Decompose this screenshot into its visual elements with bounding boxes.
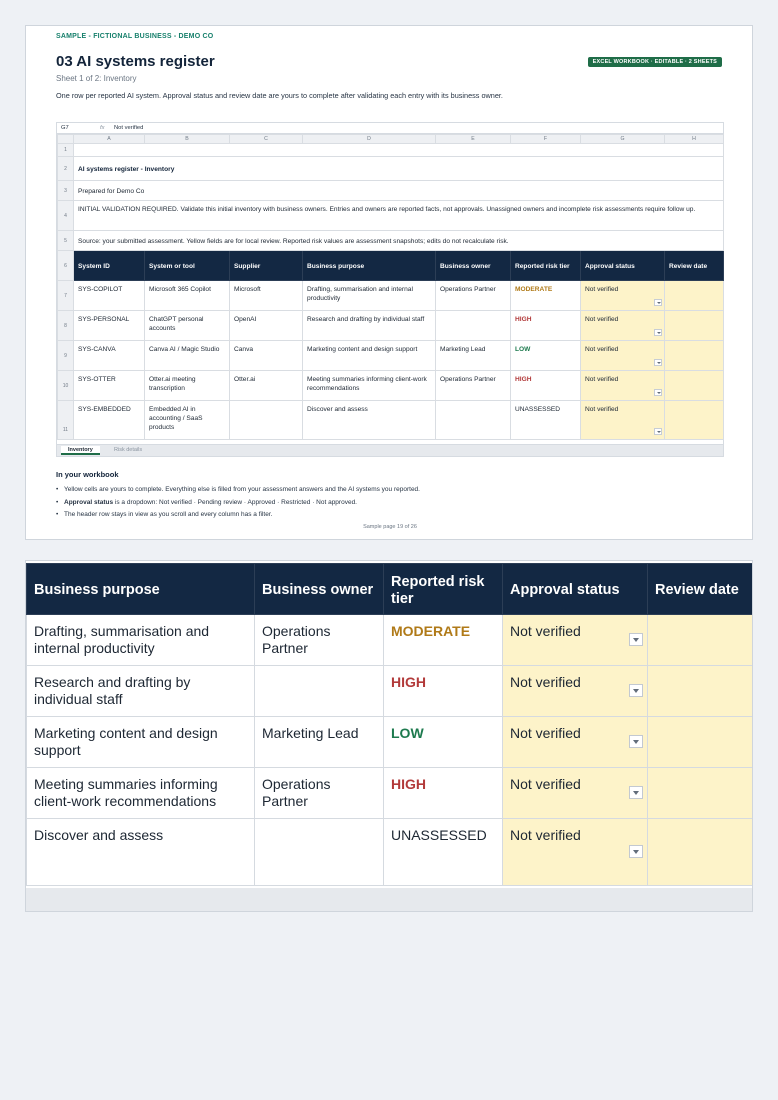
dropdown-arrow-icon[interactable]	[629, 845, 643, 858]
cell-review-date[interactable]	[665, 371, 724, 401]
col-letter-c[interactable]: C	[230, 135, 303, 144]
list-item-text: is a dropdown: Not verified · Pending review · Approved · Restricted · Not approved.	[113, 498, 357, 506]
cell-risk[interactable]: UNASSESSED	[511, 401, 581, 440]
approval-value: Not verified	[510, 623, 581, 639]
zoomed-footer-strip	[26, 888, 752, 912]
cell-purpose[interactable]: Discover and assess	[27, 819, 255, 886]
cell-reference[interactable]: G7	[61, 125, 69, 131]
cell-owner[interactable]	[255, 819, 384, 886]
header-review-date[interactable]: Review date	[665, 251, 724, 281]
empty-row[interactable]	[74, 144, 724, 157]
cell-approval-status[interactable]	[581, 341, 665, 371]
table-header-row	[58, 251, 724, 281]
cell-supplier[interactable]: OpenAI	[230, 311, 303, 341]
table-row	[27, 615, 753, 666]
cell-purpose[interactable]: Research and drafting by individual staff	[303, 311, 436, 341]
col-letter-e[interactable]: E	[436, 135, 511, 144]
cell-purpose[interactable]: Meeting summaries informing client-work recommendations	[303, 371, 436, 401]
header-system-tool[interactable]: System or tool	[145, 251, 230, 281]
cell-risk[interactable]: LOW	[384, 717, 503, 768]
cell-owner[interactable]: Operations Partner	[436, 371, 511, 401]
table-row	[27, 768, 753, 819]
cell-system-id[interactable]: SYS-OTTER	[74, 371, 145, 401]
dropdown-arrow-icon[interactable]	[629, 735, 643, 748]
cell-risk[interactable]: HIGH	[511, 371, 581, 401]
cell-system-id[interactable]: SYS-PERSONAL	[74, 311, 145, 341]
table-row	[58, 371, 724, 401]
header-risk-tier[interactable]: Reported risk tier	[384, 564, 503, 615]
cell-review-date[interactable]	[648, 666, 753, 717]
cell-approval-status[interactable]	[503, 768, 648, 819]
col-letter-h[interactable]: H	[665, 135, 724, 144]
cell-owner[interactable]	[436, 311, 511, 341]
table-row	[27, 717, 753, 768]
cell-approval-status[interactable]	[503, 615, 648, 666]
header-business-owner[interactable]: Business owner	[436, 251, 511, 281]
cell-owner[interactable]: Marketing Lead	[255, 717, 384, 768]
cell-risk[interactable]: LOW	[511, 341, 581, 371]
spreadsheet-preview	[56, 122, 724, 457]
cell-purpose[interactable]: Research and drafting by individual staff	[27, 666, 255, 717]
cell-review-date[interactable]	[648, 768, 753, 819]
cell-purpose[interactable]: Drafting, summarisation and internal productivity	[303, 281, 436, 311]
col-letter-f[interactable]: F	[511, 135, 581, 144]
column-header-row	[58, 135, 724, 144]
row-number: 1	[58, 144, 74, 157]
workbook-notes-heading: In your workbook	[56, 470, 119, 479]
col-letter-d[interactable]: D	[303, 135, 436, 144]
cell-risk[interactable]: MODERATE	[384, 615, 503, 666]
dropdown-arrow-icon[interactable]	[654, 299, 662, 306]
sample-tag: SAMPLE - FICTIONAL BUSINESS - DEMO CO	[56, 33, 214, 40]
table-row	[27, 819, 753, 886]
intro-text: One row per reported AI system. Approval status and review date are yours to complete after validating each entry with its business owner.	[56, 91, 503, 100]
header-system-id[interactable]: System ID	[74, 251, 145, 281]
cell-owner[interactable]: Operations Partner	[255, 768, 384, 819]
cell-review-date[interactable]	[648, 819, 753, 886]
row-number: 9	[58, 341, 74, 371]
cell-approval-status[interactable]	[581, 311, 665, 341]
row-number: 11	[58, 401, 74, 440]
header-review-date[interactable]: Review date	[648, 564, 753, 615]
header-business-owner[interactable]: Business owner	[255, 564, 384, 615]
zoomed-table	[26, 563, 753, 886]
row-number: 6	[58, 251, 74, 281]
cell-supplier[interactable]	[230, 401, 303, 440]
approval-value: Not verified	[585, 406, 619, 413]
cell-risk[interactable]: HIGH	[384, 666, 503, 717]
header-business-purpose[interactable]: Business purpose	[27, 564, 255, 615]
list-item: • Yellow cells are yours to complete. Everything else is filled from your assessment answers and the AI systems you reported.	[56, 484, 420, 497]
prepared-for: Prepared for Demo Co	[74, 181, 724, 201]
page-subtitle: Sheet 1 of 2: Inventory	[56, 74, 137, 83]
cell-review-date[interactable]	[665, 341, 724, 371]
zoomed-table-panel	[25, 560, 753, 912]
cell-approval-status[interactable]	[581, 281, 665, 311]
formula-bar	[57, 123, 723, 134]
table-row	[58, 401, 724, 440]
cell-supplier[interactable]: Canva	[230, 341, 303, 371]
row-number: 5	[58, 231, 74, 251]
dropdown-arrow-icon[interactable]	[629, 684, 643, 697]
cell-tool[interactable]: Embedded AI in accounting / SaaS products	[145, 401, 230, 440]
sheet-tab-bar	[57, 444, 723, 456]
cell-owner[interactable]: Marketing Lead	[436, 341, 511, 371]
cell-review-date[interactable]	[648, 717, 753, 768]
dropdown-arrow-icon[interactable]	[654, 359, 662, 366]
validation-note: INITIAL VALIDATION REQUIRED. Validate this initial inventory with business owners. Entries and owners are reported facts, not approvals. Unassigned owners and incomplete risk assessments require follow up.	[74, 201, 724, 231]
cell-risk[interactable]: HIGH	[384, 768, 503, 819]
cell-risk[interactable]: MODERATE	[511, 281, 581, 311]
list-item	[56, 497, 420, 510]
row-number: 2	[58, 157, 74, 181]
cell-purpose[interactable]: Marketing content and design support	[303, 341, 436, 371]
cell-system-id[interactable]: SYS-CANVA	[74, 341, 145, 371]
list-item: • The header row stays in view as you scroll and every column has a filter.	[56, 509, 420, 522]
page-title: 03 AI systems register	[56, 53, 215, 70]
fx-icon: fx	[100, 125, 105, 131]
header-business-purpose[interactable]: Business purpose	[303, 251, 436, 281]
cell-purpose[interactable]: Meeting summaries informing client-work recommendations	[27, 768, 255, 819]
cell-tool[interactable]: Otter.ai meeting transcription	[145, 371, 230, 401]
bold-term: Approval status	[64, 498, 114, 506]
tab-risk-details[interactable]: Risk details	[114, 447, 143, 453]
workbook-badge: EXCEL WORKBOOK · EDITABLE · 2 SHEETS	[588, 57, 722, 67]
page-footer: Sample page 19 of 26	[363, 524, 417, 530]
approval-value: Not verified	[510, 827, 581, 843]
approval-value: Not verified	[585, 316, 619, 323]
cell-review-date[interactable]	[665, 401, 724, 440]
sheet-grid	[57, 134, 724, 440]
source-note: Source: your submitted assessment. Yellow fields are for local review. Reported risk values are assessment snapshots; edits do not recalculate risk.	[74, 231, 724, 251]
cell-tool[interactable]: Microsoft 365 Copilot	[145, 281, 230, 311]
cell-system-id[interactable]: SYS-COPILOT	[74, 281, 145, 311]
cell-purpose[interactable]: Drafting, summarisation and internal productivity	[27, 615, 255, 666]
approval-value: Not verified	[510, 725, 581, 741]
cell-approval-status[interactable]	[503, 666, 648, 717]
dropdown-arrow-icon[interactable]	[629, 786, 643, 799]
table-row	[27, 666, 753, 717]
cell-approval-status[interactable]	[581, 371, 665, 401]
cell-owner[interactable]	[436, 401, 511, 440]
cell-purpose[interactable]: Discover and assess	[303, 401, 436, 440]
row-number: 8	[58, 311, 74, 341]
row-number: 10	[58, 371, 74, 401]
cell-review-date[interactable]	[648, 615, 753, 666]
col-letter-g[interactable]: G	[581, 135, 665, 144]
header-approval-status[interactable]: Approval status	[581, 251, 665, 281]
cell-approval-status[interactable]	[503, 717, 648, 768]
dropdown-arrow-icon[interactable]	[654, 428, 662, 435]
sheet-title: AI systems register - Inventory	[74, 157, 724, 181]
cell-owner[interactable]	[255, 666, 384, 717]
table-row	[58, 281, 724, 311]
cell-system-id[interactable]: SYS-EMBEDDED	[74, 401, 145, 440]
workbook-notes-list	[56, 484, 420, 522]
row-number: 3	[58, 181, 74, 201]
cell-owner[interactable]: Operations Partner	[255, 615, 384, 666]
cell-purpose[interactable]: Marketing content and design support	[27, 717, 255, 768]
zoomed-header-row	[27, 564, 753, 615]
approval-value: Not verified	[510, 776, 581, 792]
col-letter-a[interactable]: A	[74, 135, 145, 144]
approval-value: Not verified	[585, 376, 619, 383]
header-risk-tier[interactable]: Reported risk tier	[511, 251, 581, 281]
approval-value: Not verified	[510, 674, 581, 690]
header-supplier[interactable]: Supplier	[230, 251, 303, 281]
formula-value[interactable]: Not verified	[114, 125, 144, 131]
cell-review-date[interactable]	[665, 311, 724, 341]
row-number: 4	[58, 201, 74, 231]
approval-value: Not verified	[585, 346, 619, 353]
col-letter-b[interactable]: B	[145, 135, 230, 144]
dropdown-arrow-icon[interactable]	[654, 329, 662, 336]
approval-value: Not verified	[585, 286, 619, 293]
table-row	[58, 341, 724, 371]
cell-supplier[interactable]: Microsoft	[230, 281, 303, 311]
cell-owner[interactable]: Operations Partner	[436, 281, 511, 311]
cell-tool[interactable]: Canva AI / Magic Studio	[145, 341, 230, 371]
header-approval-status[interactable]: Approval status	[503, 564, 648, 615]
cell-review-date[interactable]	[665, 281, 724, 311]
dropdown-arrow-icon[interactable]	[654, 389, 662, 396]
cell-risk[interactable]: UNASSESSED	[384, 819, 503, 886]
dropdown-arrow-icon[interactable]	[629, 633, 643, 646]
corner-cell[interactable]	[58, 135, 74, 144]
cell-approval-status[interactable]	[503, 819, 648, 886]
cell-risk[interactable]: HIGH	[511, 311, 581, 341]
sample-page	[25, 25, 753, 540]
cell-supplier[interactable]: Otter.ai	[230, 371, 303, 401]
tab-inventory[interactable]: Inventory	[61, 446, 100, 455]
cell-approval-status[interactable]	[581, 401, 665, 440]
cell-tool[interactable]: ChatGPT personal accounts	[145, 311, 230, 341]
row-number: 7	[58, 281, 74, 311]
table-row	[58, 311, 724, 341]
